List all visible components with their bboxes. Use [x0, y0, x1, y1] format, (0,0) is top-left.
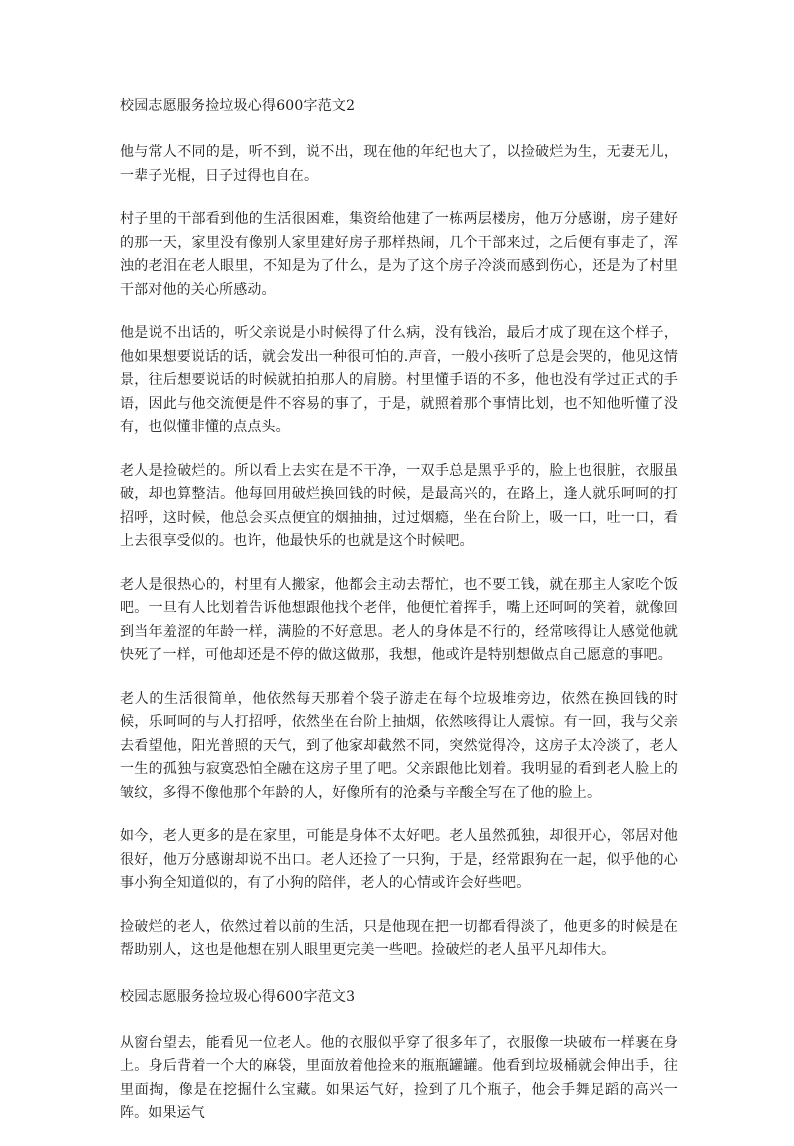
- paragraph: 老人是捡破烂的。所以看上去实在是不干净，一双手总是黑乎乎的，脸上也很脏，衣服虽破，却也算整洁。他每回用破烂换回钱的时候，是最高兴的，在路上，逢人就乐呵呵的打招呼，这时候，他总会买点便宜的烟抽抽，过过烟瘾，坐在台阶上，吸一口，吐一口，看上去很享受似的。也许，他最快乐的也就是这个时候吧。: [120, 462, 678, 549]
- paragraph: 捡破烂的老人，依然过着以前的生活，只是他现在把一切都看得淡了，他更多的时候是在帮助别人，这也是他想在别人眼里更完美一些吧。捡破烂的老人虽平凡却伟大。: [120, 918, 678, 958]
- paragraph: 老人是很热心的，村里有人搬家，他都会主动去帮忙，也不要工钱，就在那主人家吃个饭吧。一旦有人比划着告诉他想跟他找个老伴，他便忙着挥手，嘴上还呵呵的笑着，就像回到当年羞涩的年龄一样，满脸的不好意思。老人的身体是不行的，经常咳得让人感觉他就快死了一样，可他却还是不停的做这做那，我想，他或许是特别想做点自己愿意的事吧。: [120, 576, 678, 663]
- paragraph: 老人的生活很简单，他依然每天那着个袋子游走在每个垃圾堆旁边，依然在换回钱的时候，乐呵呵的与人打招呼，依然坐在台阶上抽烟，依然咳得让人震惊。有一回，我与父亲去看望他，阳光普照的天气，到了他家却截然不同，突然觉得冷，这房子太冷淡了，老人一生的孤独与寂寞恐怕全融在这房子里了吧。父亲跟他比划着。我明显的看到老人脸上的皱纹，多得不像他那个年龄的人，好像所有的沧桑与辛酸全写在了他的脸上。: [120, 690, 678, 801]
- paragraph: 从窗台望去，能看见一位老人。他的衣服似乎穿了很多年了，衣服像一块破布一样裹在身上。身后背着一个大的麻袋，里面放着他捡来的瓶瓶罐罐。他看到垃圾桶就会伸出手，往里面掏，像是在挖掘什么宝藏。如果运气好，捡到了几个瓶子，他会手舞足蹈的高兴一阵。如果运气: [120, 1034, 678, 1121]
- document-page: [120, 92, 678, 1146]
- paragraph: 他是说不出话的，听父亲说是小时候得了什么病，没有钱治，最后才成了现在这个样子，他如果想要说话的话，就会发出一种很可怕的.声音，一般小孩听了总是会哭的，他见这情景，往后想要说话的时候就拍拍那人的肩膀。村里懂手语的不多，他也没有学过正式的手语，因此与他交流便是件不容易的事了，于是，就照着那个事情比划，也不知他听懂了没有，也似懂非懂的点点头。: [120, 325, 678, 435]
- paragraph: 村子里的干部看到他的生活很困难，集资给他建了一栋两层楼房，他万分感谢，房子建好的那一天，家里没有像别人家里建好房子那样热闹，几个干部来过，之后便有事走了，浑浊的老泪在老人眼里，不知是为了什么，是为了这个房子冷淡而感到伤心，还是为了村里干部对他的关心所感动。: [120, 211, 678, 298]
- section-heading: 校园志愿服务捡垃圾心得600字范文2: [120, 98, 356, 114]
- paragraph: 他与常人不同的是，听不到，说不出，现在他的年纪也大了，以捡破烂为生，无妻无儿，一辈子光棍，日子过得也自在。: [120, 144, 678, 184]
- section-heading: 校园志愿服务捡垃圾心得600字范文3: [120, 988, 356, 1005]
- paragraph: 如今，老人更多的是在家里，可能是身体不太好吧。老人虽然孤独，却很开心，邻居对他很好，他万分感谢却说不出口。老人还捡了一只狗，于是，经常跟狗在一起，似乎他的心事小狗全知道似的，有了小狗的陪伴，老人的心情或许会好些吧。: [120, 828, 678, 891]
